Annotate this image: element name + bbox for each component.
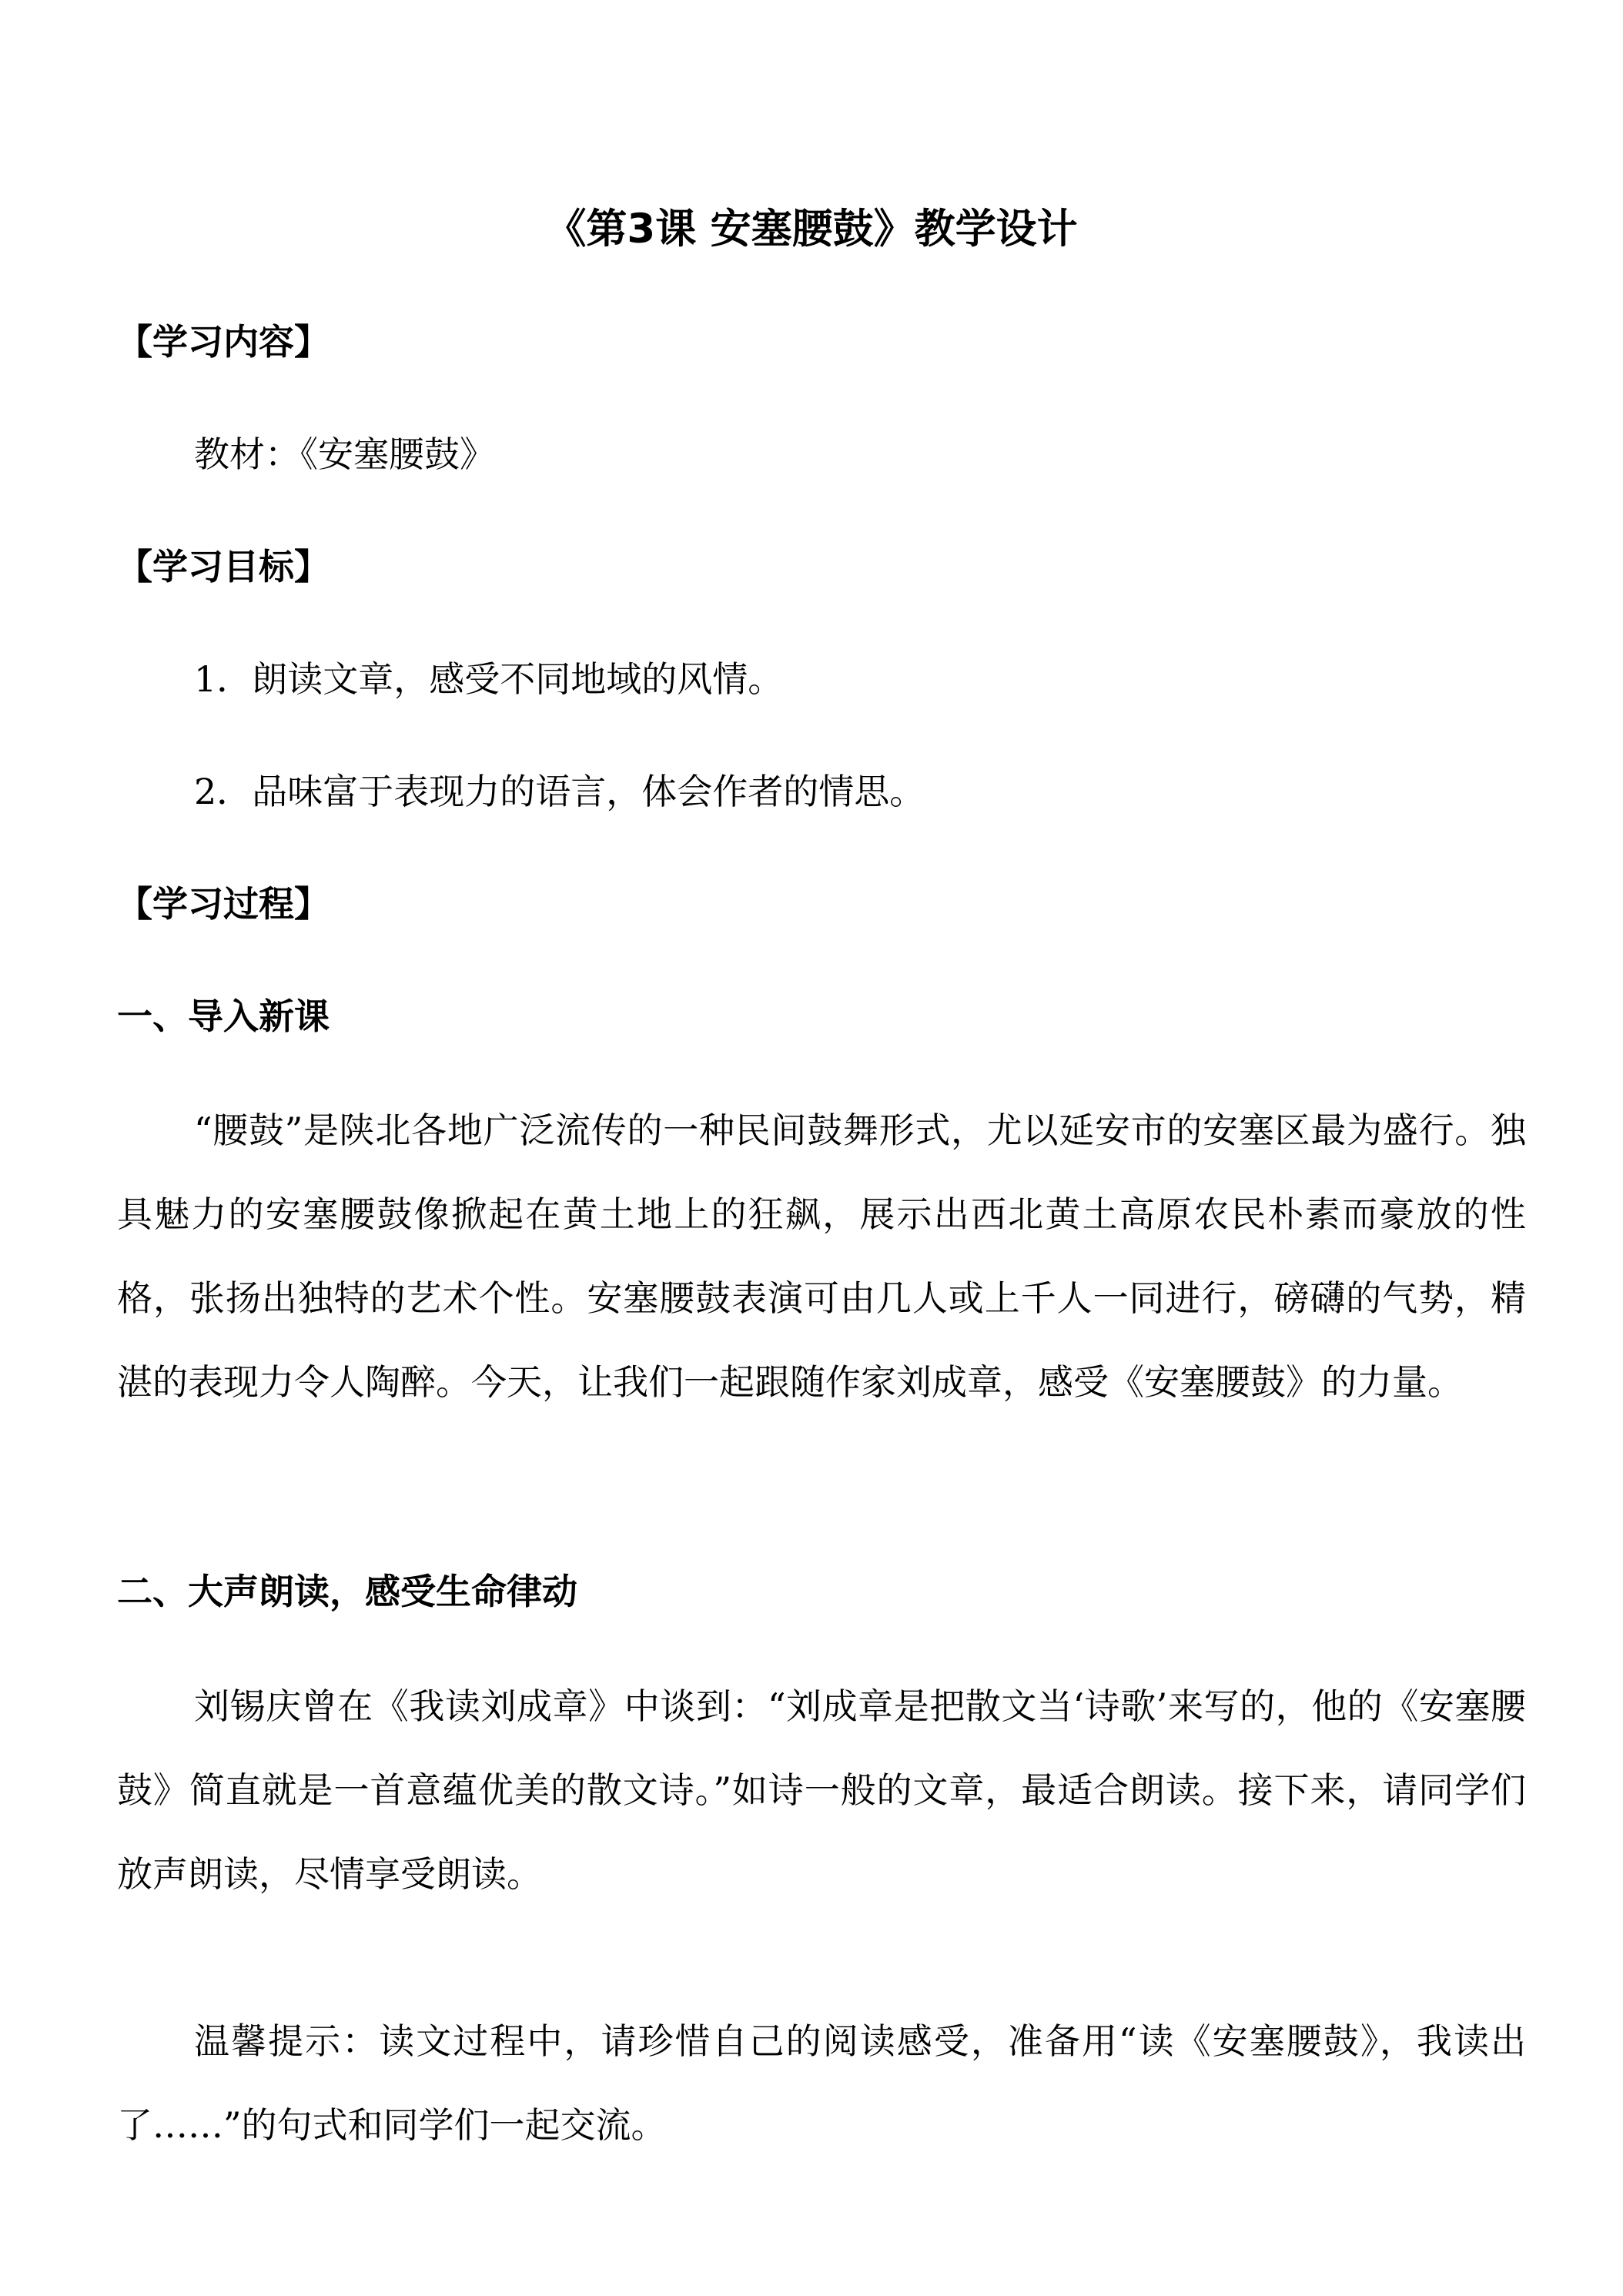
heading-part2-reading: 二、大声朗读，感受生命律动 bbox=[117, 1571, 577, 1612]
paragraph-part1-intro: “腰鼓”是陕北各地广泛流传的一种民间鼓舞形式，尤以延安市的安塞区最为盛行。独具魅力的安塞腰鼓像掀起在黄土地上的狂飙，展示出西北黄土高原农民朴素而豪放的性格，张扬出独特的艺术个性。安塞腰鼓表演可由几人或上千人一同进行，磅礴的气势，精湛的表现力令人陶醉。今天，让我们一起跟随作家刘成章，感受《安塞腰鼓》的力量。 bbox=[117, 1110, 1526, 1403]
goal-item-1: 1．朗读文章，感受不同地域的风情。 bbox=[194, 658, 784, 700]
textbook-line: 教材：《安塞腰鼓》 bbox=[194, 433, 495, 475]
heading-part1-intro: 一、导入新课 bbox=[117, 996, 330, 1037]
paragraph-tip: 温馨提示：读文过程中，请珍惜自己的阅读感受，准备用“读《安塞腰鼓》，我读出了……”的句式和同学们一起交流。 bbox=[117, 2020, 1526, 2146]
goal-item-2: 2．品味富于表现力的语言，体会作者的情思。 bbox=[194, 771, 925, 812]
paragraph-part2-reading: 刘锡庆曾在《我读刘成章》中谈到：“刘成章是把散文当‘诗歌’来写的，他的《安塞腰鼓》简直就是一首意蕴优美的散文诗。”如诗一般的文章，最适合朗读。接下来，请同学们放声朗读，尽情享受朗读。 bbox=[117, 1685, 1526, 1895]
document-title: 《第3课 安塞腰鼓》教学设计 bbox=[545, 206, 1078, 253]
heading-learning-process: 【学习过程】 bbox=[117, 883, 330, 925]
heading-learning-content: 【学习内容】 bbox=[117, 321, 330, 363]
heading-learning-goals: 【学习目标】 bbox=[117, 546, 330, 587]
